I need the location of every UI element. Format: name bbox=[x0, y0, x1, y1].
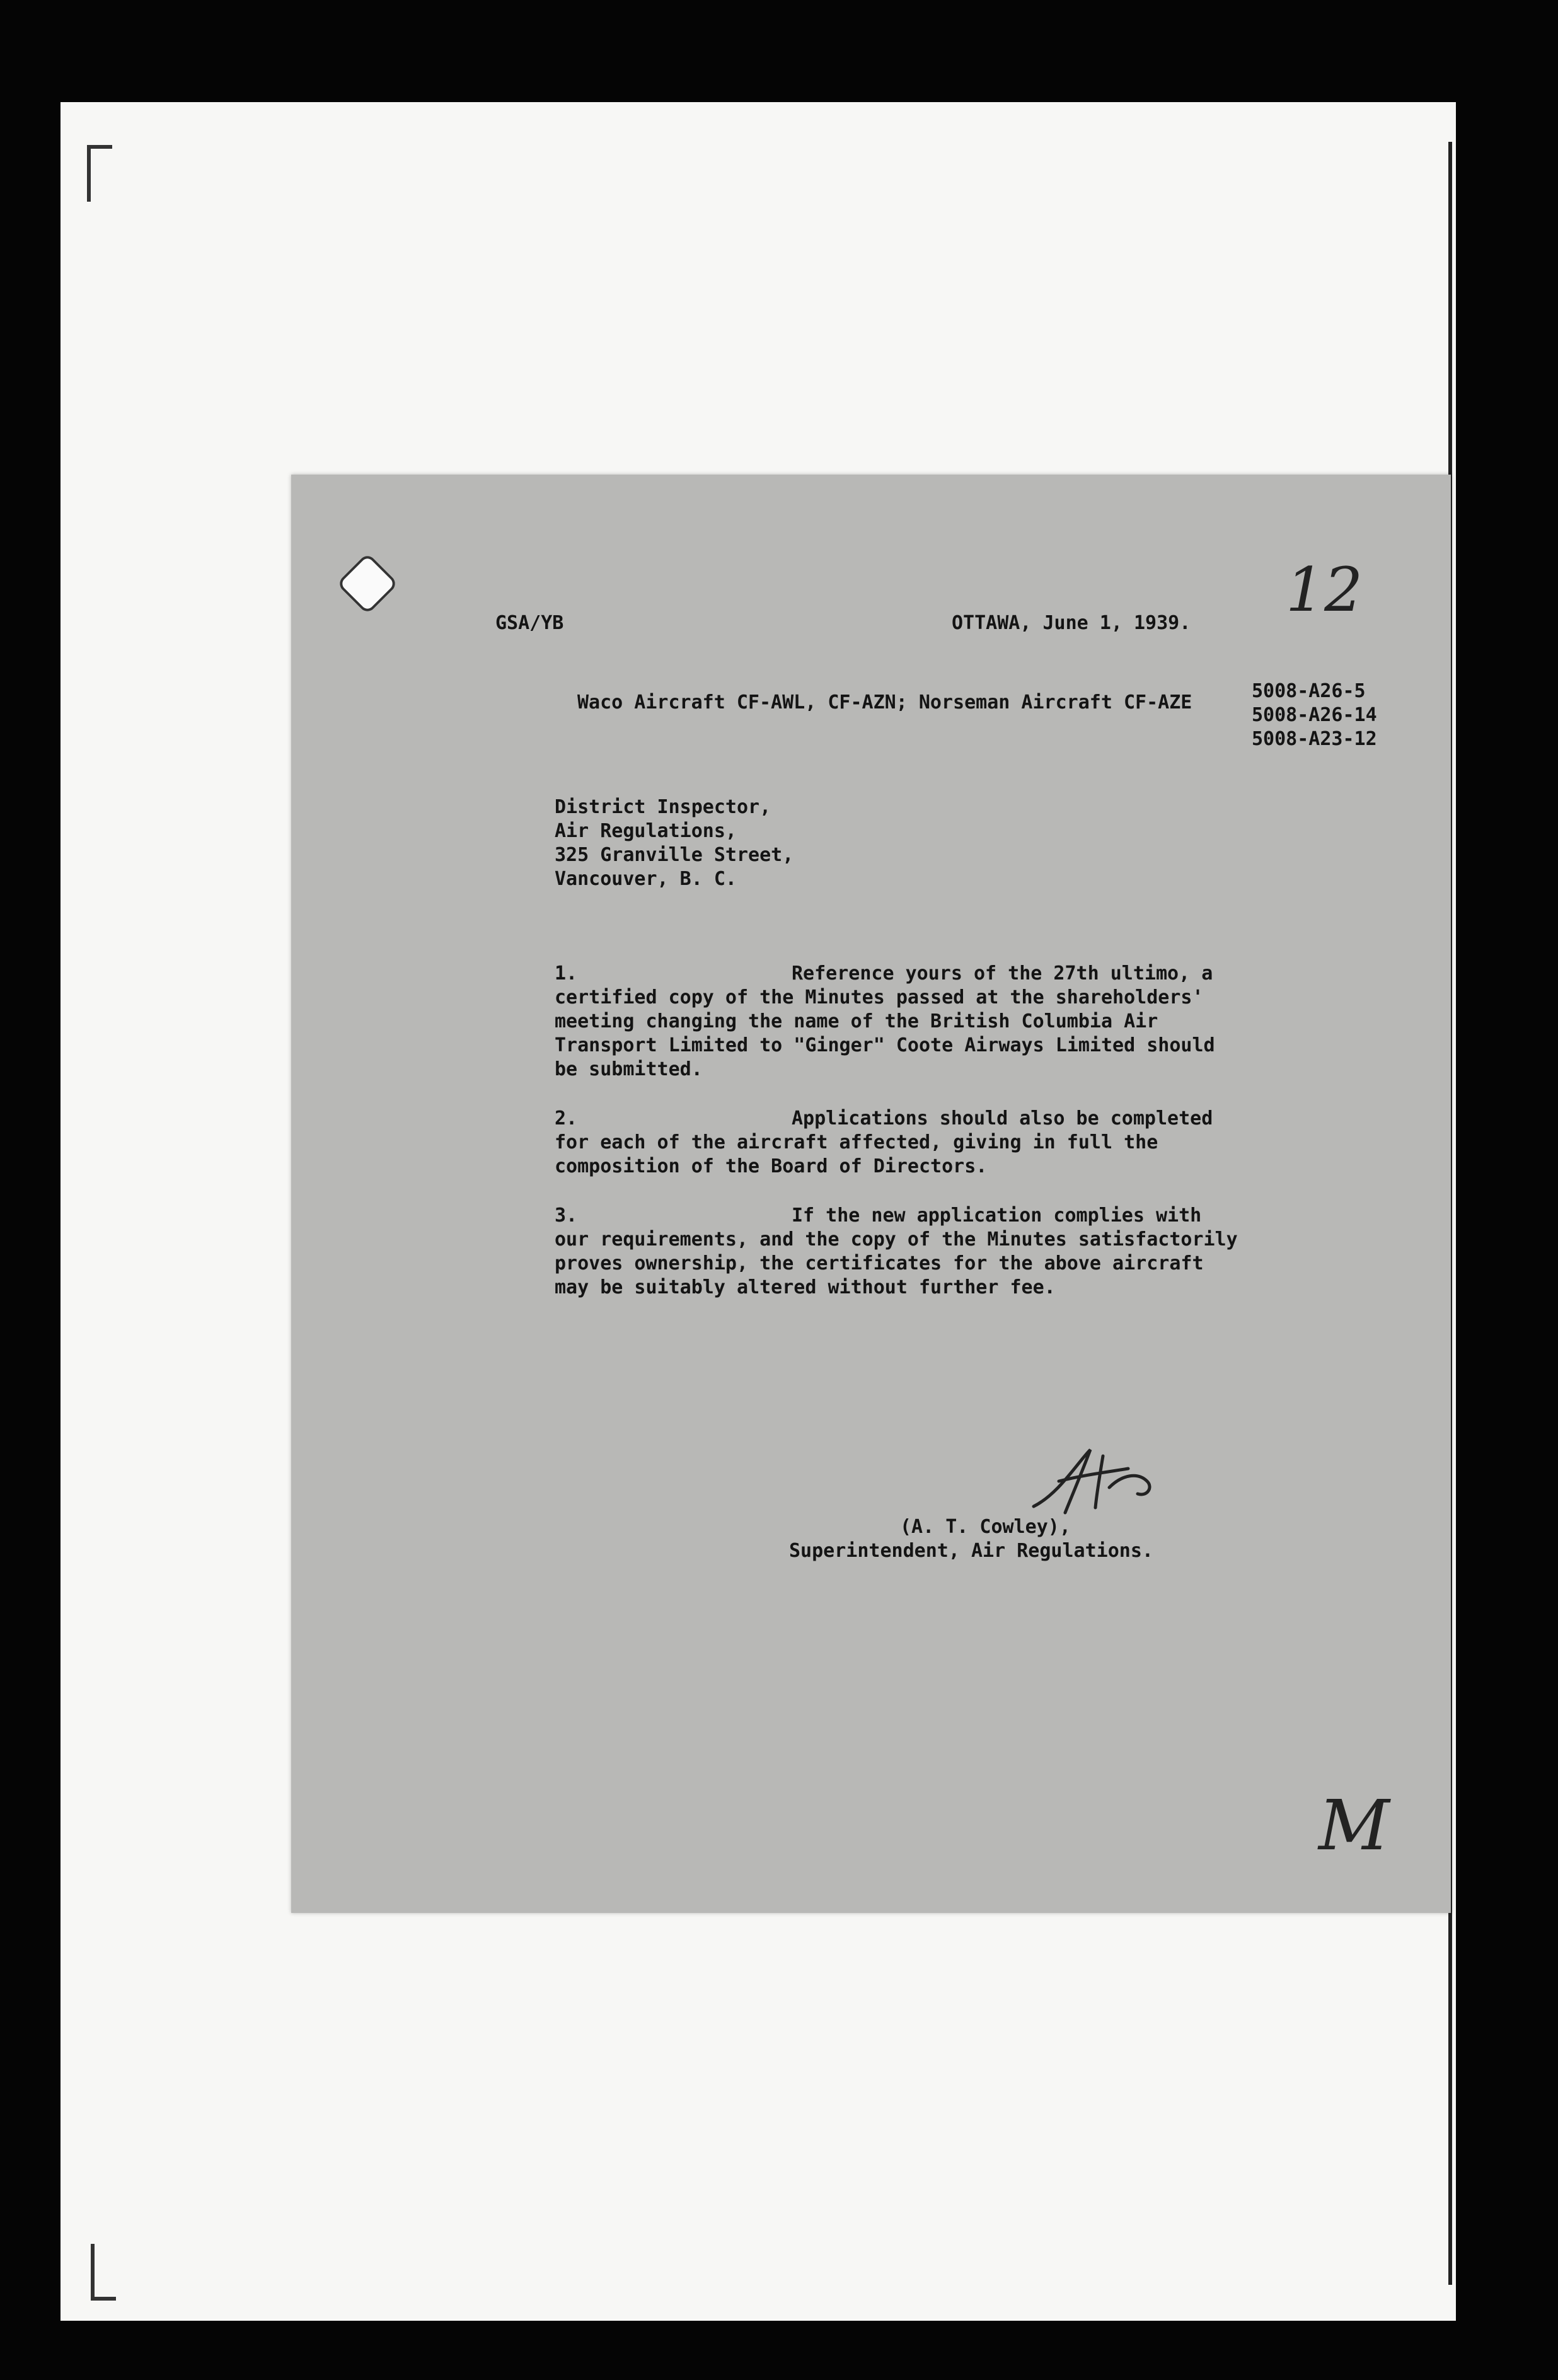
handwritten-mark: M bbox=[1319, 1785, 1390, 1866]
file-number-2: 5008-A26-14 bbox=[1252, 704, 1377, 726]
paragraph-1-line-5: be submitted. bbox=[555, 1058, 703, 1080]
subject-line: Waco Aircraft CF-AWL, CF-AZN; Norseman Aircraft CF-AZE bbox=[577, 691, 1192, 713]
handwritten-folio: 12 bbox=[1286, 555, 1363, 625]
crop-mark-top-left-h bbox=[87, 145, 112, 149]
paragraph-1-line-1: Reference yours of the 27th ultimo, a bbox=[792, 962, 1213, 985]
place-date: OTTAWA, June 1, 1939. bbox=[952, 612, 1191, 634]
address-line-2: Air Regulations, bbox=[555, 820, 737, 842]
paragraph-2-line-3: composition of the Board of Directors. bbox=[555, 1155, 988, 1177]
paragraph-3-number: 3. bbox=[555, 1204, 578, 1227]
paragraph-2-number: 2. bbox=[555, 1107, 578, 1129]
paragraph-2-line-1: Applications should also be completed bbox=[792, 1107, 1213, 1129]
paragraph-1-line-3: meeting changing the name of the British Columbia Air bbox=[555, 1010, 1158, 1032]
paragraph-1-number: 1. bbox=[555, 962, 578, 985]
signature-title: Superintendent, Air Regulations. bbox=[789, 1540, 1153, 1562]
paragraph-3-line-2: our requirements, and the copy of the Minutes satisfactorily bbox=[555, 1228, 1238, 1251]
paragraph-3-line-1: If the new application complies with bbox=[792, 1204, 1202, 1227]
paragraph-1-line-2: certified copy of the Minutes passed at the shareholders' bbox=[555, 986, 1204, 1008]
address-line-1: District Inspector, bbox=[555, 796, 771, 818]
paragraph-3-line-3: proves ownership, the certificates for the above aircraft bbox=[555, 1252, 1204, 1274]
handwritten-initials bbox=[1021, 1437, 1172, 1519]
address-line-3: 325 Granville Street, bbox=[555, 844, 794, 866]
file-number-1: 5008-A26-5 bbox=[1252, 680, 1366, 702]
crop-mark-top-left bbox=[87, 145, 91, 202]
file-number-3: 5008-A23-12 bbox=[1252, 728, 1377, 750]
paragraph-2-line-2: for each of the aircraft affected, giving in full the bbox=[555, 1131, 1158, 1153]
signature-name: (A. T. Cowley), bbox=[900, 1516, 1071, 1538]
crop-mark-bottom-left-h bbox=[91, 2297, 116, 2301]
paragraph-1-line-4: Transport Limited to "Ginger" Coote Airways Limited should bbox=[555, 1034, 1215, 1056]
reference-code: GSA/YB bbox=[495, 612, 564, 634]
paragraph-3-line-4: may be suitably altered without further fee. bbox=[555, 1276, 1056, 1298]
crop-mark-bottom-left bbox=[91, 2244, 95, 2301]
address-line-4: Vancouver, B. C. bbox=[555, 868, 737, 890]
